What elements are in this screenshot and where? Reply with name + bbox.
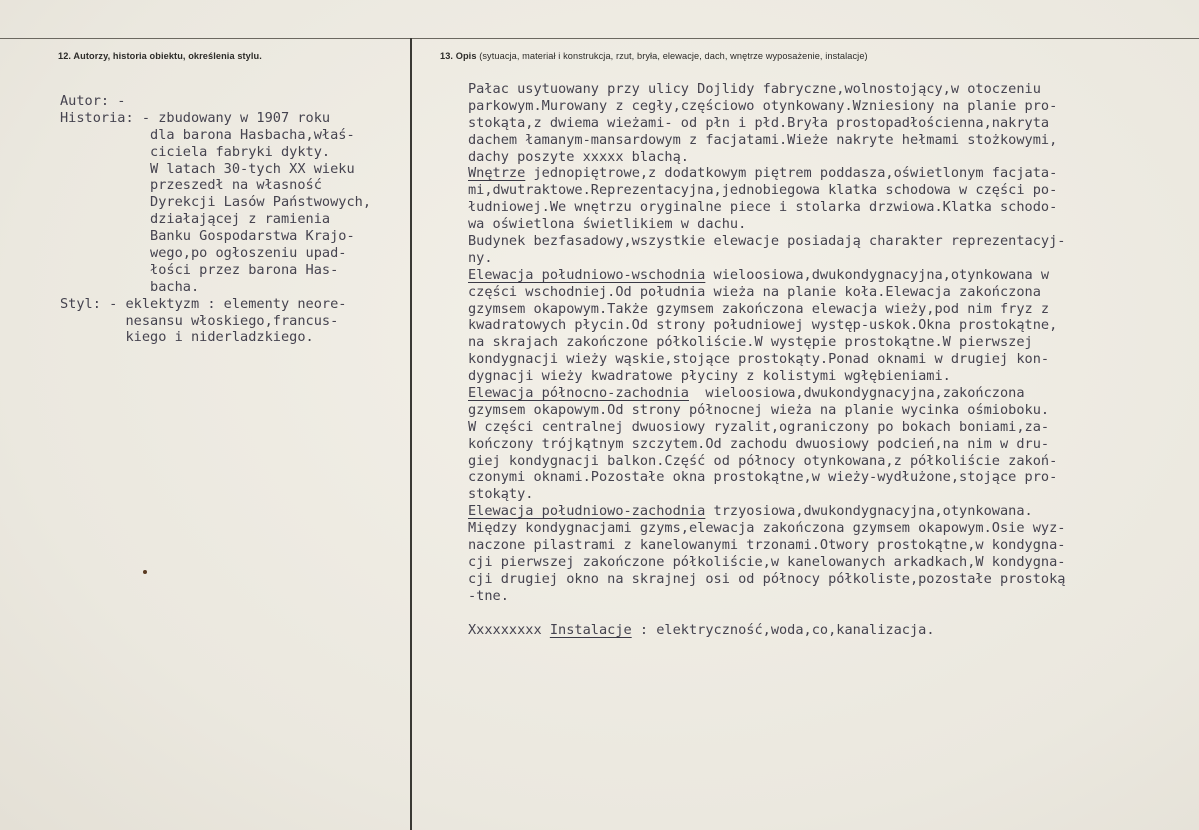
description-line-text: stokąta,z dwiema wieżami- od płn i płd.Bryła prostopadłościenna,nakryta <box>468 114 1050 131</box>
description-line-text: wieloosiowa,dwukondygnacyjna,otynkowana w <box>705 266 1050 283</box>
description-line-text: W części centralnej dwuosiowy ryzalit,ograniczony po bokach boniami,za- <box>468 418 1050 435</box>
description-line <box>468 132 1065 149</box>
description-line <box>468 98 1065 115</box>
left-text-line: Historia: - zbudowany w 1907 roku <box>60 109 331 126</box>
description-line <box>468 250 1065 267</box>
description-line-text: kondygnacji wieży wąskie,stojące prostokąty.Ponad oknami w drugiej kon- <box>468 351 1050 368</box>
left-text-line: Dyrekcji Lasów Państwowych, <box>60 194 371 211</box>
description-line <box>468 216 1065 233</box>
section-13-heading <box>440 51 868 61</box>
left-text-line: wego,po ogłoszeniu upad- <box>60 245 347 262</box>
description-line-text: wieloosiowa,dwukondygnacyjna,zakończona <box>688 385 1025 402</box>
description-line <box>468 453 1065 470</box>
description-line <box>468 537 1065 554</box>
description-line <box>468 233 1065 250</box>
description-line-text: : elektryczność,woda,co,kanalizacja. <box>631 621 935 638</box>
description-line <box>468 605 1065 622</box>
left-text-line: Autor: - <box>60 93 126 109</box>
description-line <box>468 520 1065 537</box>
section-13-subtitle: (sytuacja, materiał i konstrukcja, rzut, bryła, elewacje, dach, wnętrze wyposażenie, instalacje) <box>476 51 868 61</box>
column-divider <box>410 38 412 830</box>
description-line <box>468 554 1065 571</box>
description-line <box>468 334 1065 351</box>
section-12-heading: 12. Autorzy, historia obiektu, określenia stylu. <box>58 51 262 61</box>
description-line-text: ny. <box>468 249 493 266</box>
section-title-underlined: Wnętrze <box>468 165 526 182</box>
description-line <box>468 351 1065 368</box>
left-text-line: dla barona Hasbacha,właś- <box>60 126 355 143</box>
description-line <box>468 503 1065 520</box>
description-line-text: dygnacji wieży kwadratowe płyciny z kolistymi wgłębieniami. <box>468 368 951 385</box>
description-line <box>468 622 1065 639</box>
description-line-text: czonymi oknami.Pozostałe okna prostokątne,w wieży-wydłużone,stojące pro- <box>468 469 1058 486</box>
description-line-text: stokąty. <box>468 486 534 503</box>
description-line <box>468 284 1065 301</box>
description-line-text: cji pierwszej zakończone półkoliście,w kanelowanych arkadkach,W kondygna- <box>468 553 1066 570</box>
description-line <box>468 317 1065 334</box>
ink-spot <box>143 570 147 574</box>
left-text-line: przeszedł na własność <box>60 177 322 194</box>
description-line-text: kwadratowych płycin.Od strony południowej występ-uskok.Okna prostokątne, <box>468 317 1058 334</box>
description-line <box>468 419 1065 436</box>
description-line-text: części wschodniej.Od południa wieża na planie koła.Elewacja zakończona <box>468 283 1041 300</box>
description-line-text: łudniowej.We wnętrzu oryginalne piece i stolarka drzwiowa.Klatka schodo- <box>468 199 1058 216</box>
description-line <box>468 182 1065 199</box>
section-title-underlined: Elewacja północno-zachodnia <box>468 385 689 402</box>
left-text-line: nesansu włoskiego,francus- <box>60 312 339 329</box>
description-line-text: -tne. <box>468 587 509 604</box>
description-line-text: mi,dwutraktowe.Reprezentacyjna,jednobiegowa klatka schodowa w części po- <box>468 182 1058 199</box>
description-line-text: Pałac usytuowany przy ulicy Dojlidy fabryczne,wolnostojący,w otoczeniu <box>468 81 1041 97</box>
description-line <box>468 115 1065 132</box>
description-line <box>468 199 1065 216</box>
description-line-text: kończony trójkątnym szczytem.Od zachodu dwuosiowy podcień,na nim w dru- <box>468 435 1050 452</box>
description-text <box>468 81 1065 638</box>
struck-out-text: Xxxxxxxxx <box>468 621 550 638</box>
description-line <box>468 486 1065 503</box>
description-line <box>468 571 1065 588</box>
description-line-text: gzymsem okapowym.Od strony północnej wieża na planie wycinka ośmioboku. <box>468 401 1050 418</box>
description-line-text: dachem łamanym-mansardowym z facjatami.Wieże nakryte hełmami stożkowymi, <box>468 131 1058 148</box>
description-line-text: wa oświetlona świetlikiem w dachu. <box>468 216 747 233</box>
description-line-text: gzymsem okapowym.Także gzymsem zakończona elewacja wieży,pod nim fryz z <box>468 300 1050 317</box>
description-line-text: giej kondygnacji balkon.Część od północy otynkowana,z półkoliście zakoń- <box>468 452 1058 469</box>
description-line-text: trzyosiowa,dwukondygnacyjna,otynkowana. <box>705 503 1033 520</box>
description-line <box>468 385 1065 402</box>
section-title-underlined: Elewacja południowo-wschodnia <box>468 266 706 283</box>
description-line-text: Budynek bezfasadowy,wszystkie elewacje posiadają charakter reprezentacyj- <box>468 233 1066 250</box>
left-text-line: Styl: - eklektyzm : elementy neore- <box>60 295 347 312</box>
description-line-text: Między kondygnacjami gzyms,elewacja zakończona gzymsem okapowym.Osie wyz- <box>468 520 1066 537</box>
description-line <box>468 402 1065 419</box>
description-line <box>468 267 1065 284</box>
section-title-underlined: Instalacje <box>549 621 632 638</box>
left-text-line: bacha. <box>60 278 200 295</box>
description-line <box>468 301 1065 318</box>
description-line-text: naczone pilastrami z kanelowanymi trzonami.Otwory prostokątne,w kondygna- <box>468 537 1066 554</box>
description-line-text: parkowym.Murowany z cegły,częściowo otynkowany.Wzniesiony na planie pro- <box>468 97 1058 114</box>
left-text-line: kiego i niderladzkiego. <box>60 329 314 346</box>
description-line <box>468 368 1065 385</box>
description-line-text: jednopiętrowe,z dodatkowym piętrem poddasza,oświetlonym facjata- <box>525 165 1058 182</box>
description-line-text: na skrajach zakończone półkoliście.W występie prostokątne.W pierwszej <box>468 334 1033 351</box>
left-text-line: łości przez barona Has- <box>60 261 339 278</box>
left-text-line: działającej z ramienia <box>60 211 331 228</box>
left-text-line: W latach 30-tych XX wieku <box>60 160 355 177</box>
section-title-underlined: Elewacja południowo-zachodnia <box>468 503 706 520</box>
description-line <box>468 149 1065 166</box>
left-text-line: Banku Gospodarstwa Krajo- <box>60 228 355 245</box>
description-line <box>468 81 1065 98</box>
description-line <box>468 469 1065 486</box>
left-text-line: ciciela fabryki dykty. <box>60 143 331 160</box>
description-line-text: dachy poszyte xxxxx blachą. <box>468 148 689 165</box>
top-divider <box>0 38 1199 39</box>
section-13-number: 13. Opis <box>440 51 477 61</box>
description-line <box>468 165 1065 182</box>
authors-history-style-text <box>60 93 371 346</box>
description-line <box>468 588 1065 605</box>
description-line <box>468 436 1065 453</box>
description-line-text: cji drugiej okno na skrajnej osi od północy półkoliste,pozostałe prostoką <box>468 570 1066 587</box>
